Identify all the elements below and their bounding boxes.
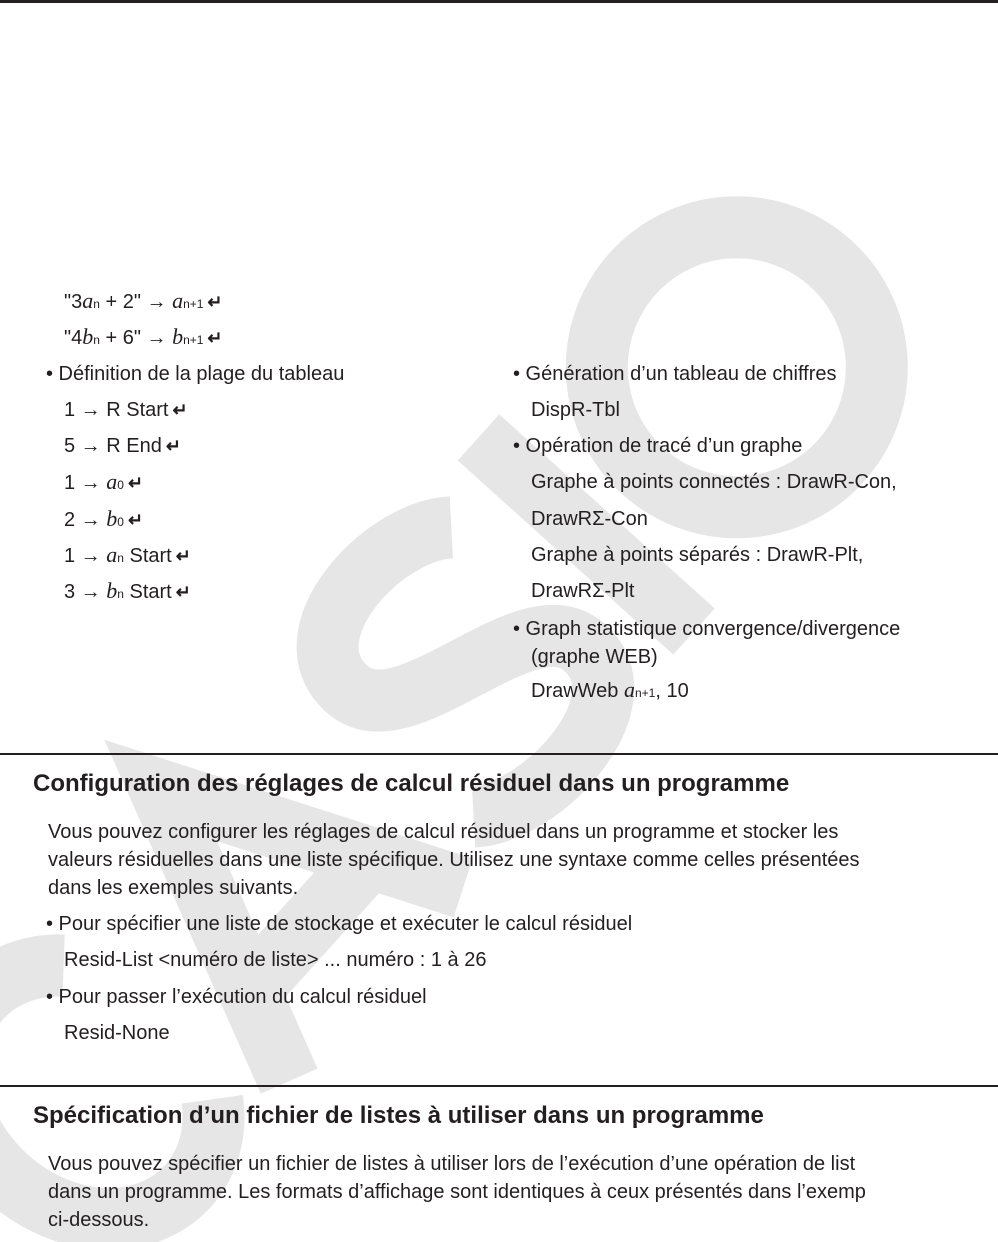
graph-con-sigma: DrawRΣ-Con: [531, 508, 648, 530]
cmd-dispr-tbl: DispR-Tbl: [531, 399, 620, 421]
bn-start-line: 3 → bn Start ↵: [64, 578, 191, 603]
bullet-graph-op: • Opération de tracé d’un graphe: [513, 435, 803, 457]
an-start-line: 1 → an Start ↵: [64, 542, 191, 567]
section-title-list-file: Spécification d’un fichier de listes à utiliser dans un programme: [33, 1102, 764, 1129]
paragraph-line: dans les exemples suivants.: [48, 877, 299, 899]
bullet-resid-none: • Pour passer l’exécution du calcul résiduel: [46, 986, 427, 1008]
return-icon: ↵: [207, 328, 223, 348]
return-icon: ↵: [127, 510, 144, 530]
b0-line: 2 → b0 ↵: [64, 506, 144, 531]
section-divider: [0, 1085, 998, 1087]
paragraph-line: valeurs résiduelles dans une liste spécifique. Utilisez une syntaxe comme celles présentées: [48, 849, 860, 871]
a0-line: 1 → a0 ↵: [64, 469, 144, 494]
cmd-drawweb: DrawWeb an+1, 10: [531, 677, 689, 702]
range-end: 5 → R End ↵: [64, 435, 181, 457]
return-icon: ↵: [175, 582, 191, 602]
formula-a: "3an + 2" → an+1 ↵: [64, 288, 223, 313]
web-graph-label: (graphe WEB): [531, 646, 658, 668]
paragraph-line: Vous pouvez spécifier un fichier de listes à utiliser lors de l’exécution d’une opération de list: [48, 1153, 856, 1175]
return-icon: ↵: [175, 546, 191, 566]
graph-con-line: Graphe à points connectés : DrawR-Con,: [531, 471, 897, 493]
section-divider: [0, 753, 998, 755]
formula-b: "4bn + 6" → bn+1 ↵: [64, 324, 223, 349]
bullet-web-graph: • Graph statistique convergence/divergence: [513, 618, 901, 640]
graph-plt-sigma: DrawRΣ-Plt: [531, 580, 635, 602]
range-start: 1 → R Start ↵: [64, 399, 188, 421]
bullet-table-range: • Définition de la plage du tableau: [46, 363, 345, 385]
return-icon: ↵: [165, 436, 181, 456]
paragraph-line: dans un programme. Les formats d’affichage sont identiques à ceux présentés dans l’exemp: [48, 1181, 866, 1203]
paragraph-line: Vous pouvez configurer les réglages de calcul résiduel dans un programme et stocker les: [48, 821, 839, 843]
bullet-table-gen: • Génération d’un tableau de chiffres: [513, 363, 837, 385]
return-icon: ↵: [172, 400, 188, 420]
cmd-resid-list: Resid-List <numéro de liste> ... numéro : 1 à 26: [64, 949, 487, 971]
cmd-resid-none: Resid-None: [64, 1022, 170, 1044]
paragraph-line: ci-dessous.: [48, 1209, 150, 1231]
bullet-resid-list: • Pour spécifier une liste de stockage et exécuter le calcul résiduel: [46, 913, 633, 935]
top-rule: [0, 0, 998, 3]
return-icon: ↵: [127, 473, 144, 493]
return-icon: ↵: [207, 292, 223, 312]
section-title-residual: Configuration des réglages de calcul résiduel dans un programme: [33, 770, 790, 797]
graph-plt-line: Graphe à points séparés : DrawR-Plt,: [531, 544, 864, 566]
